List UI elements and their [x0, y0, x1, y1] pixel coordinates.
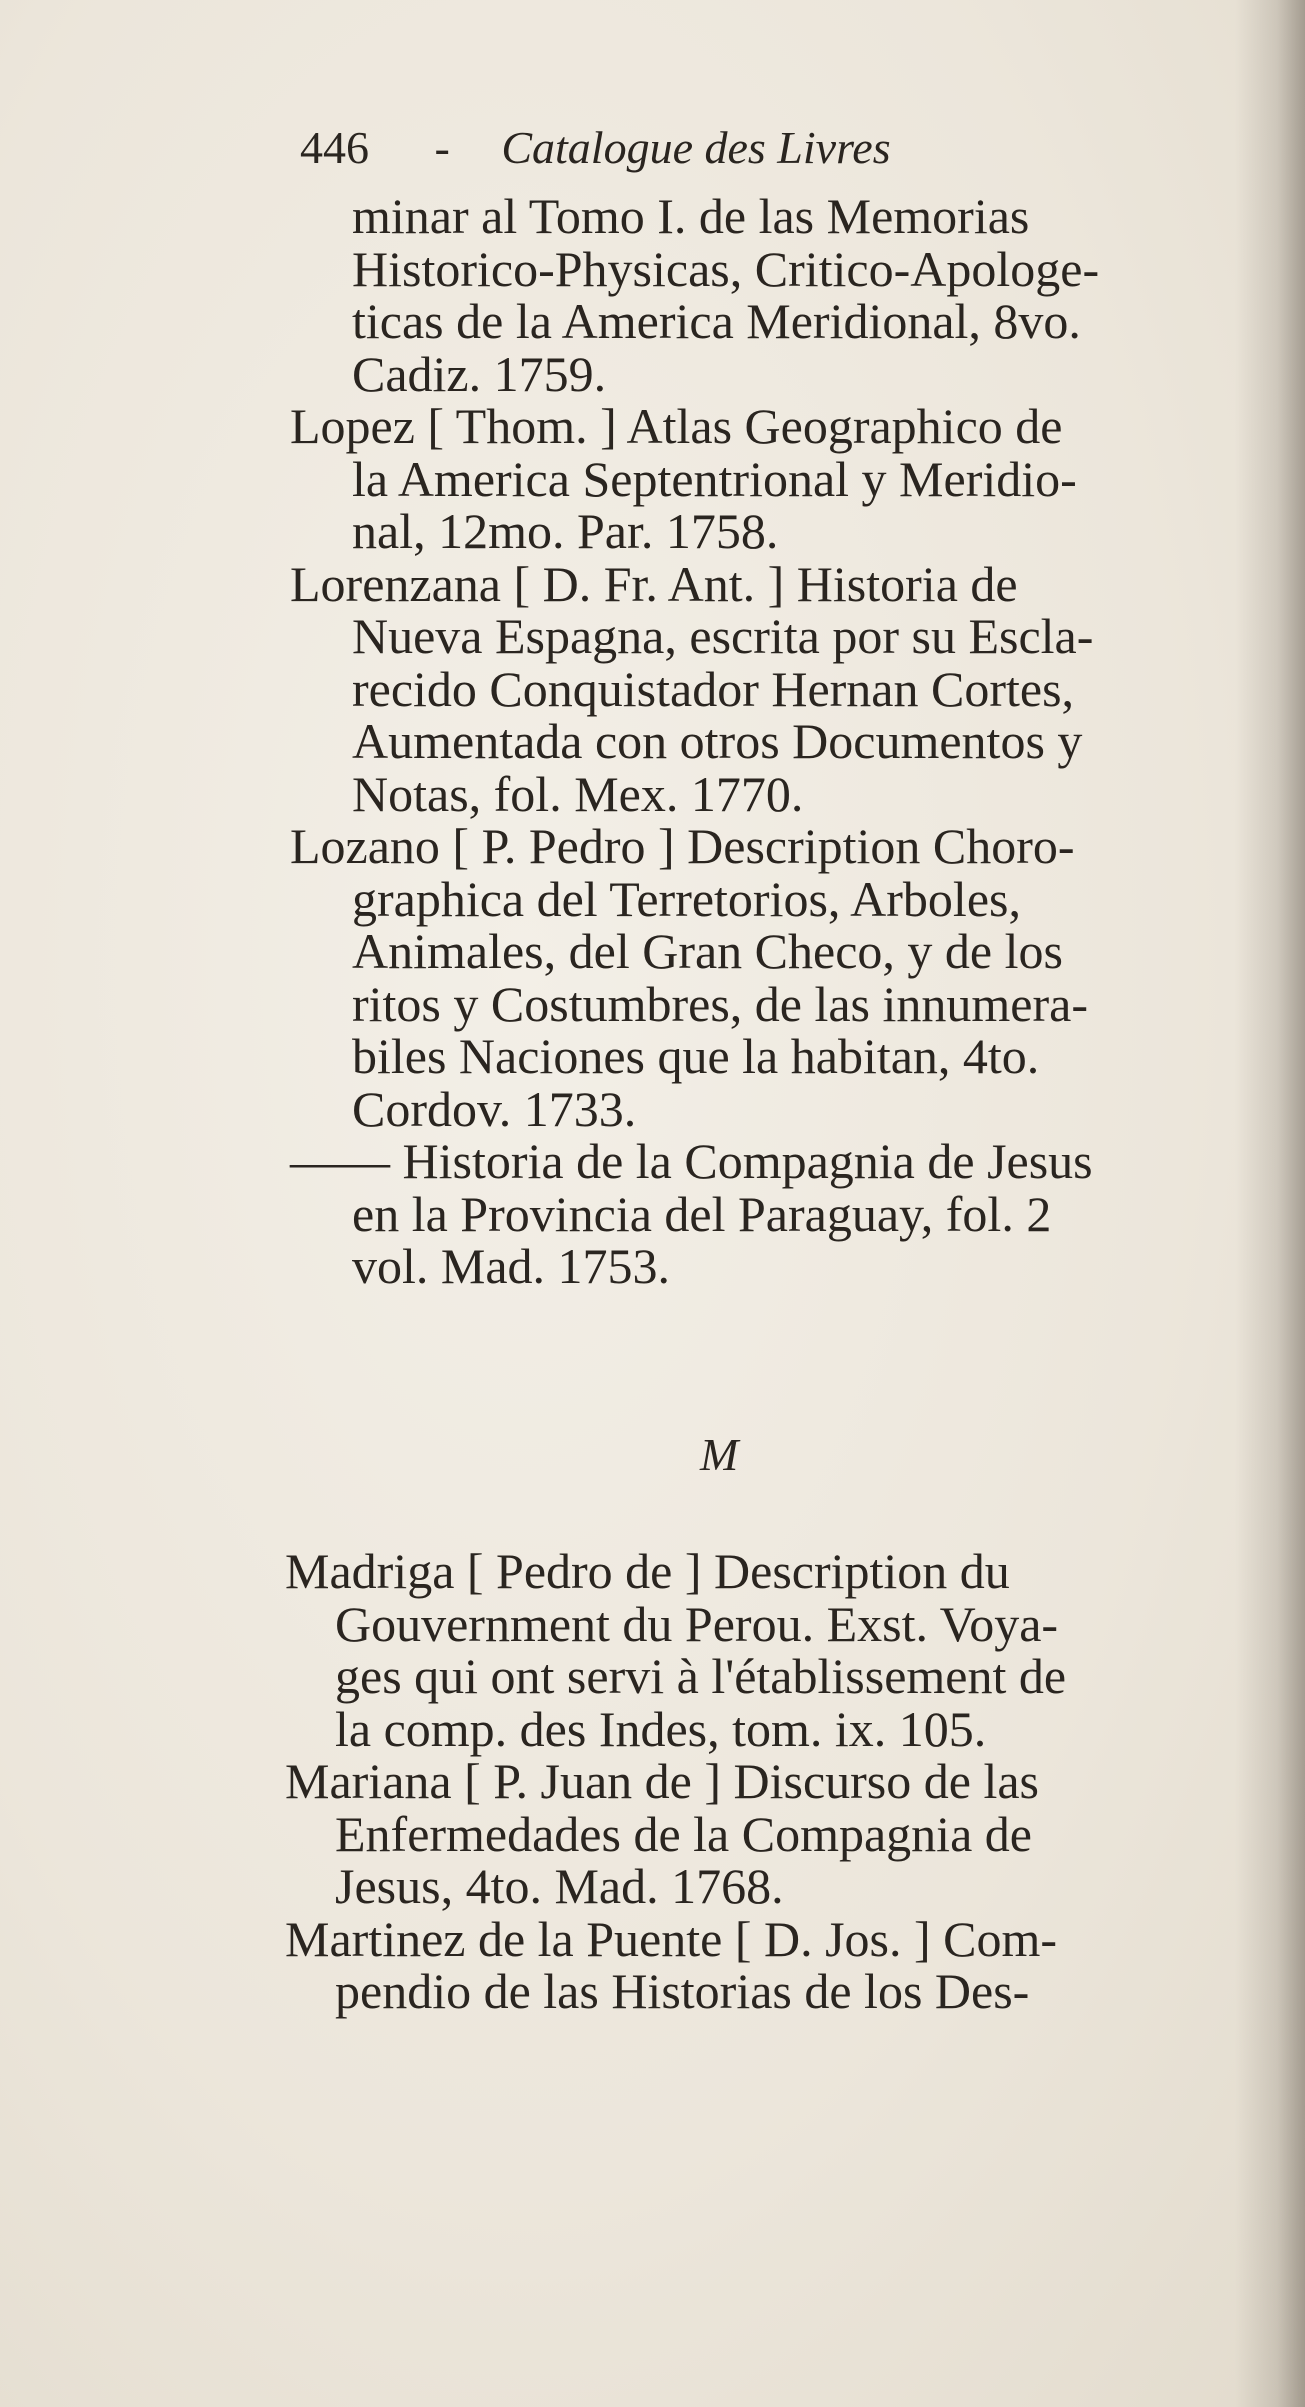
entry-first-line: Lorenzana [ D. Fr. Ant. ] Historia de: [290, 555, 1018, 612]
catalogue-entry: [285, 1910, 1245, 2019]
catalogue-entry: [290, 555, 1230, 822]
entry-continuation-line: pendio de las Historias de los Des-: [335, 1963, 1030, 2019]
entry-continuation-line: en la Provincia del Paraguay, fol. 2: [352, 1185, 1052, 1242]
entry-continuation-line: ticas de la America Meridional, 8vo.: [352, 293, 1081, 349]
catalogue-entries-l: [290, 190, 1230, 1293]
entry-continuation-line: ges qui ont servi à l'établissement de: [335, 1648, 1067, 1704]
running-title: Catalogue des Livres: [501, 122, 891, 173]
entry-continuation-line: Gouvernment du Perou. Exst. Voya-: [335, 1595, 1059, 1652]
entry-continuation-line: Cordov. 1733.: [352, 1080, 637, 1137]
entry-continuation-line: graphica del Terretorios, Arboles,: [352, 870, 1021, 927]
catalogue-entry: [285, 1545, 1245, 1755]
catalogue-entries-m: [285, 1545, 1245, 2018]
entry-first-line: Martinez de la Puente [ D. Jos. ] Com-: [285, 1910, 1058, 1967]
catalogue-entry: [290, 1135, 1230, 1293]
entry-continuation-line: recido Conquistador Hernan Cortes,: [352, 660, 1075, 717]
catalogue-entry: [290, 190, 1230, 400]
catalogue-entry: [290, 400, 1230, 558]
entry-continuation-line: biles Naciones que la habitan, 4to.: [352, 1028, 1040, 1084]
entry-continuation-line: Historico-Physicas, Critico-Apologe-: [352, 240, 1100, 297]
entry-continuation-line: la comp. des Indes, tom. ix. 105.: [335, 1700, 987, 1757]
entry-continuation-line: la America Septentrional y Meridio-: [352, 450, 1077, 507]
entry-first-line: Mariana [ P. Juan de ] Discurso de las: [285, 1753, 1039, 1809]
entry-continuation-line: Animales, del Gran Checo, y de los: [352, 923, 1063, 979]
entry-first-line: Lopez [ Thom. ] Atlas Geographico de: [290, 398, 1063, 454]
entry-continuation-line: Jesus, 4to. Mad. 1768.: [335, 1858, 784, 1914]
section-letter-heading: M: [700, 1429, 739, 1480]
header-separator: -: [434, 122, 450, 173]
entry-continuation-line: Notas, fol. Mex. 1770.: [352, 765, 804, 822]
entry-continuation-line: Aumentada con otros Documentos y: [352, 713, 1083, 769]
page-gutter-shadow: [1235, 0, 1305, 2407]
entry-continuation-line: Enfermedades de la Compagnia de: [335, 1805, 1032, 1862]
catalogue-entry: [290, 820, 1230, 1135]
page-number: 446: [300, 122, 369, 173]
entry-first-line: Lozano [ P. Pedro ] Description Choro-: [290, 818, 1075, 874]
entry-continuation-line: Cadiz. 1759.: [352, 345, 607, 402]
entry-first-line: Madriga [ Pedro de ] Description du: [285, 1543, 1010, 1599]
entry-first-line: —— Historia de la Compagnia de Jesus: [290, 1133, 1093, 1189]
entry-continuation-line: nal, 12mo. Par. 1758.: [352, 503, 779, 559]
entry-continuation-line: vol. Mad. 1753.: [352, 1238, 671, 1294]
entry-continuation-line: Nueva Espagna, escrita por su Escla-: [352, 608, 1094, 664]
entry-first-line: minar al Tomo I. de las Memorias: [352, 188, 1030, 244]
entry-continuation-line: ritos y Costumbres, de las innumera-: [352, 975, 1088, 1032]
page-header: [300, 118, 891, 178]
catalogue-entry: [285, 1755, 1245, 1913]
